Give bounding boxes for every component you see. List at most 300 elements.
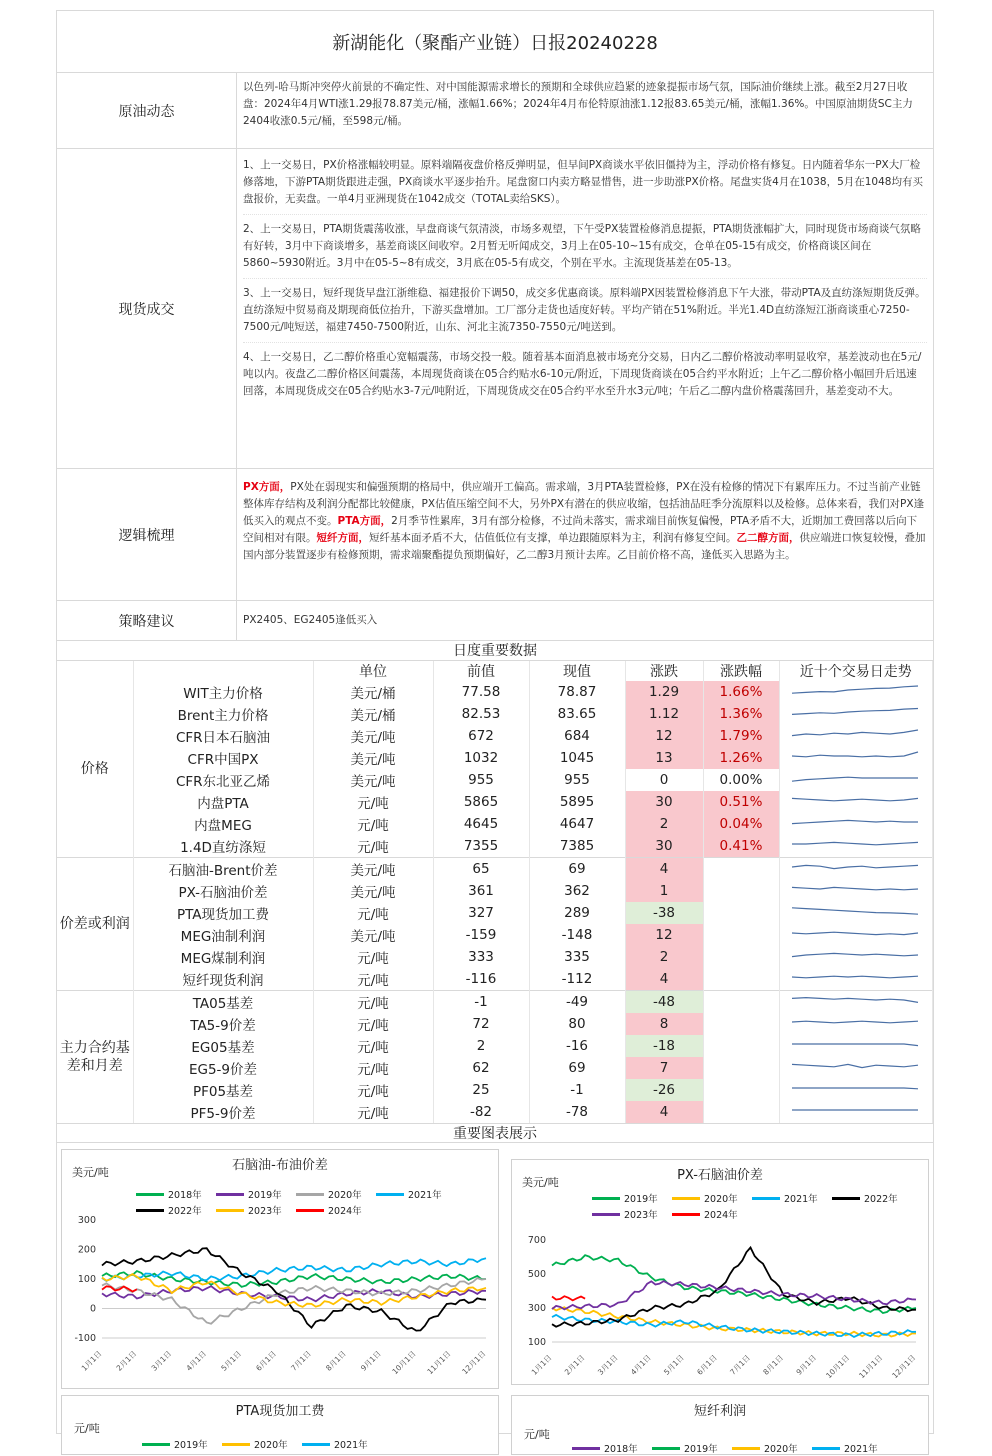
sparkline-path <box>792 865 918 868</box>
table-row <box>57 1079 933 1101</box>
row-name: PF05基差 <box>133 1079 313 1101</box>
sparkline-path <box>792 976 918 978</box>
px-tag: PX方面， <box>243 481 291 493</box>
table-row <box>57 902 933 924</box>
trend-sparkline <box>779 681 933 703</box>
x-tick-label: 11月1日 <box>425 1349 453 1377</box>
sparkline-path <box>792 887 918 889</box>
row-chg: 2 <box>625 813 703 835</box>
row-name: PTA现货加工费 <box>133 902 313 924</box>
row-pct <box>703 902 779 924</box>
strategy-row <box>57 601 933 641</box>
row-unit: 美元/吨 <box>313 725 433 747</box>
row-name: 内盘MEG <box>133 813 313 835</box>
row-chg: 1.29 <box>625 681 703 703</box>
chart-px-naphtha <box>511 1159 929 1385</box>
trend-sparkline <box>779 1057 933 1079</box>
row-prev: 1032 <box>433 747 529 769</box>
row-pct <box>703 991 779 1014</box>
legend-item <box>142 1436 222 1452</box>
pta-tag: PTA方面， <box>337 515 392 527</box>
series-line <box>552 1296 585 1300</box>
trend-sparkline <box>779 835 933 858</box>
group-label: 价差或利润 <box>57 858 133 991</box>
x-tick-label: 6月1日 <box>254 1349 278 1373</box>
row-pct <box>703 1101 779 1123</box>
legend-label: 2020年 <box>764 1444 798 1455</box>
x-tick-label: 7月1日 <box>728 1353 752 1377</box>
row-pct <box>703 858 779 881</box>
row-chg: 7 <box>625 1057 703 1079</box>
row-prev: 672 <box>433 725 529 747</box>
row-cur: 684 <box>529 725 625 747</box>
spot-para-2: 2、上一交易日，PTA期货震荡收涨，早盘商谈气氛清淡，市场多观望，下午受PX装置检修消息提振，PTA期货涨幅扩大，同时现货市场商谈气氛略有好转，3月中下商谈增多，基差商谈区间收窄。2月暂无听闻成交，3月上在05-10~15有成交，仓单在05-15有成交，价格商谈区间在5860~5930附近。3月中在05-5~8有成交，3月底在05-5有成交，个别在平水。主流现货基差在05-13。 <box>243 215 927 279</box>
legend-label: 2018年 <box>168 1190 202 1201</box>
row-cur: -112 <box>529 968 625 991</box>
row-prev: -159 <box>433 924 529 946</box>
row-chg: 1.12 <box>625 703 703 725</box>
legend-item <box>572 1440 652 1456</box>
row-chg: 4 <box>625 1101 703 1123</box>
trend-sparkline <box>779 1035 933 1057</box>
legend-swatch <box>302 1443 330 1446</box>
row-cur: 69 <box>529 858 625 881</box>
row-prev: -116 <box>433 968 529 991</box>
row-prev: 4645 <box>433 813 529 835</box>
row-name: CFR东北亚乙烯 <box>133 769 313 791</box>
chart-title: PX-石脑油价差 <box>677 1168 763 1183</box>
charts-title: 重要图表展示 <box>57 1123 933 1143</box>
row-unit: 美元/吨 <box>313 858 433 881</box>
row-chg: 30 <box>625 835 703 858</box>
row-pct: 1.36% <box>703 703 779 725</box>
row-chg: 12 <box>625 725 703 747</box>
x-tick-label: 1月1日 <box>529 1353 554 1377</box>
row-cur: 80 <box>529 1013 625 1035</box>
row-prev: -82 <box>433 1101 529 1123</box>
legend-swatch <box>572 1447 600 1450</box>
legend-label: 2020年 <box>328 1190 362 1201</box>
table-row <box>57 791 933 813</box>
row-chg: 2 <box>625 946 703 968</box>
row-name: 短纤现货利润 <box>133 968 313 991</box>
row-name: Brent主力价格 <box>133 703 313 725</box>
row-cur: 5895 <box>529 791 625 813</box>
row-unit: 元/吨 <box>313 1057 433 1079</box>
row-name: PX-石脑油价差 <box>133 880 313 902</box>
trend-sparkline <box>779 946 933 968</box>
row-prev: -1 <box>433 991 529 1014</box>
x-tick-label: 10月1日 <box>390 1349 418 1377</box>
row-cur: 78.87 <box>529 681 625 703</box>
row-unit: 元/吨 <box>313 1079 433 1101</box>
x-tick-label: 12月1日 <box>890 1353 918 1381</box>
trend-sparkline <box>779 968 933 991</box>
row-unit: 元/吨 <box>313 1035 433 1057</box>
logic-text <box>237 469 933 600</box>
row-unit: 美元/吨 <box>313 924 433 946</box>
daily-title: 日度重要数据 <box>57 641 933 661</box>
legend-label: 2023年 <box>624 1210 658 1221</box>
trend-sparkline <box>779 902 933 924</box>
row-prev: 25 <box>433 1079 529 1101</box>
trend-sparkline <box>779 1013 933 1035</box>
row-unit: 元/吨 <box>313 946 433 968</box>
row-name: CFR日本石脑油 <box>133 725 313 747</box>
y-tick-label: 300 <box>77 1215 96 1226</box>
x-tick-label: 6月1日 <box>695 1353 719 1377</box>
sparkline-path <box>792 777 918 781</box>
header-prev: 前值 <box>433 661 529 681</box>
spot-row <box>57 149 933 469</box>
y-tick-label: 500 <box>527 1269 546 1280</box>
row-name: 内盘PTA <box>133 791 313 813</box>
row-pct <box>703 924 779 946</box>
row-cur: 69 <box>529 1057 625 1079</box>
row-unit: 元/吨 <box>313 968 433 991</box>
group-label: 主力合约基差和月差 <box>57 991 133 1124</box>
sparkline-path <box>792 709 918 715</box>
row-name: PF5-9价差 <box>133 1101 313 1123</box>
series-line <box>102 1248 486 1330</box>
chart-title: 短纤利润 <box>693 1404 746 1419</box>
chart-unit: 美元/吨 <box>522 1176 559 1189</box>
logic-row <box>57 469 933 601</box>
table-row <box>57 880 933 902</box>
header-trend: 近十个交易日走势 <box>779 661 933 681</box>
sparkline-path <box>792 932 918 934</box>
row-unit: 美元/吨 <box>313 880 433 902</box>
row-cur: 955 <box>529 769 625 791</box>
row-cur: -49 <box>529 991 625 1014</box>
row-name: MEG煤制利润 <box>133 946 313 968</box>
legend-label: 2019年 <box>684 1444 718 1455</box>
logic-label: 逻辑梳理 <box>57 469 237 600</box>
row-pct <box>703 1035 779 1057</box>
daily-table <box>57 661 933 1123</box>
spot-para-3: 3、上一交易日，短纤现货早盘江浙维稳、福建报价下调50，成交多优惠商谈。原料端PX因装置检修消息下午大涨，带动PTA及直纺涤短期货反弹。直纺涤短中贸易商及期现商低位抬升，下游买盘增加。工厂部分走货也适度好转。平均产销在51%附近。半光1.4D直纺涤短江浙商谈重心7250-7500元/吨短送，福建7450-7500附近，山东、河北主流7350-7550元/吨送到。 <box>243 279 927 343</box>
trend-sparkline <box>779 791 933 813</box>
header-cur: 现值 <box>529 661 625 681</box>
legend-label: 2019年 <box>248 1190 282 1201</box>
trend-sparkline <box>779 1079 933 1101</box>
row-prev: 333 <box>433 946 529 968</box>
row-name: WIT主力价格 <box>133 681 313 703</box>
row-cur: 4647 <box>529 813 625 835</box>
sparkline-path <box>792 1088 918 1089</box>
sparkline-path <box>792 998 918 1003</box>
strategy-label: 策略建议 <box>57 601 237 640</box>
trend-sparkline <box>779 924 933 946</box>
sparkline-path <box>792 842 918 844</box>
spot-text <box>237 149 933 468</box>
row-chg: 8 <box>625 1013 703 1035</box>
row-chg: 30 <box>625 791 703 813</box>
y-tick-label: 700 <box>527 1235 546 1246</box>
table-row <box>57 769 933 791</box>
x-tick-label: 1月1日 <box>79 1349 104 1373</box>
chart-legend <box>142 1436 472 1452</box>
row-chg: -26 <box>625 1079 703 1101</box>
row-chg: -48 <box>625 991 703 1014</box>
spot-label: 现货成交 <box>57 149 237 468</box>
sparkline-path <box>792 953 918 956</box>
row-unit: 元/吨 <box>313 1013 433 1035</box>
row-unit: 元/吨 <box>313 902 433 924</box>
row-pct: 0.51% <box>703 791 779 813</box>
eg-text: 供应端进口恢复较慢，叠加国内部分装置逐步有检修预期，需求端聚酯提负预期偏好，乙二醇3月预计去库。乙目前价格不高，逢低买入思路为主。 <box>243 532 926 561</box>
sparkline-path <box>792 820 918 823</box>
row-name: MEG油制利润 <box>133 924 313 946</box>
table-row <box>57 858 933 881</box>
row-cur: 289 <box>529 902 625 924</box>
row-name: 石脑油-Brent价差 <box>133 858 313 881</box>
table-row <box>57 725 933 747</box>
spot-para-1: 1、上一交易日，PX价格涨幅较明显。原料端隔夜盘价格反弹明显，但早间PX商谈水平依旧僵持为主，浮动价格有修复。日内随着华东一PX大厂检修落地，下游PTA期货跟进走强，PX商谈水平逐步抬升。尾盘窗口内卖方略显惜售，进一步助涨PX价格。尾盘实货4月在1038，5月在1048均有买盘报价，无卖盘。一单4月亚洲现货在1042成交（TOTAL卖给SKS）。 <box>243 151 927 215</box>
y-tick-label: 100 <box>77 1274 96 1285</box>
legend-label: 2019年 <box>174 1440 208 1451</box>
legend-swatch <box>732 1447 760 1450</box>
x-tick-label: 4月1日 <box>628 1353 653 1377</box>
table-row <box>57 703 933 725</box>
sparkline-path <box>792 1021 918 1023</box>
row-pct: 0.00% <box>703 769 779 791</box>
legend-label: 2021年 <box>334 1440 368 1451</box>
chart-pta-margin <box>61 1395 499 1455</box>
trend-sparkline <box>779 880 933 902</box>
row-cur: -1 <box>529 1079 625 1101</box>
row-prev: 5865 <box>433 791 529 813</box>
row-cur: -148 <box>529 924 625 946</box>
row-pct <box>703 968 779 991</box>
chart-unit: 元/吨 <box>74 1422 100 1435</box>
header-unit: 单位 <box>313 661 433 681</box>
sparkline-path <box>792 752 918 757</box>
row-name: EG5-9价差 <box>133 1057 313 1079</box>
row-prev: 2 <box>433 1035 529 1057</box>
row-chg: 12 <box>625 924 703 946</box>
legend-swatch <box>142 1443 170 1446</box>
report-title: 新湖能化（聚酯产业链）日报20240228 <box>57 11 933 73</box>
row-name: EG05基差 <box>133 1035 313 1057</box>
group-label: 价格 <box>57 681 133 858</box>
row-chg: -38 <box>625 902 703 924</box>
row-chg: 1 <box>625 880 703 902</box>
table-row <box>57 1035 933 1057</box>
table-row <box>57 813 933 835</box>
table-row <box>57 835 933 858</box>
strategy-text: PX2405、EG2405逢低买入 <box>243 614 378 626</box>
header-chg: 涨跌 <box>625 661 703 681</box>
pf-tag: 短纤方面， <box>316 532 369 544</box>
px-text: PX处在弱现实和偏强预期的格局中，供应端开工偏高。需求端，3月PTA装置检修，PX在没有检修的情况下有累库压力。不过当前产业链整体库存结构及利润分配都比较健康，PX估值压缩空间不大，另外PX有潜在的供应收缩，包括油品旺季分流原料以及检修。总体来看，我们对PX逢低买入的观点不变。 <box>243 481 925 527</box>
row-pct <box>703 880 779 902</box>
legend-label: 2020年 <box>254 1440 288 1451</box>
row-unit: 元/吨 <box>313 991 433 1014</box>
chart-legend <box>572 1440 922 1456</box>
table-row <box>57 1013 933 1035</box>
legend-swatch <box>222 1443 250 1446</box>
row-pct: 1.79% <box>703 725 779 747</box>
x-tick-label: 12月1日 <box>460 1349 488 1377</box>
trend-sparkline <box>779 703 933 725</box>
table-row <box>57 747 933 769</box>
x-tick-label: 9月1日 <box>358 1349 383 1373</box>
sparkline-path <box>792 798 918 800</box>
row-unit: 元/吨 <box>313 813 433 835</box>
row-pct <box>703 1079 779 1101</box>
row-prev: 72 <box>433 1013 529 1035</box>
table-row <box>57 681 933 703</box>
x-tick-label: 2月1日 <box>562 1353 587 1377</box>
x-tick-label: 5月1日 <box>219 1349 244 1373</box>
sparkline-path <box>792 1044 918 1046</box>
row-prev: 327 <box>433 902 529 924</box>
legend-item <box>302 1436 382 1452</box>
charts-area <box>57 1143 933 1455</box>
row-pct <box>703 1057 779 1079</box>
legend-label: 2024年 <box>328 1206 362 1217</box>
table-row <box>57 946 933 968</box>
row-pct <box>703 1013 779 1035</box>
chart-naphtha-brent <box>61 1149 499 1389</box>
x-tick-label: 3月1日 <box>149 1349 174 1373</box>
row-name: TA05基差 <box>133 991 313 1014</box>
legend-item <box>222 1436 302 1452</box>
row-chg: 0 <box>625 769 703 791</box>
row-prev: 955 <box>433 769 529 791</box>
row-cur: 335 <box>529 946 625 968</box>
legend-label: 2023年 <box>248 1206 282 1217</box>
sparkline-path <box>792 908 918 914</box>
row-name: 1.4D直纺涤短 <box>133 835 313 858</box>
row-prev: 82.53 <box>433 703 529 725</box>
crude-row <box>57 73 933 149</box>
row-cur: 362 <box>529 880 625 902</box>
report-frame <box>56 10 934 1455</box>
series-line <box>102 1286 486 1301</box>
chart-unit: 元/吨 <box>524 1428 550 1441</box>
trend-sparkline <box>779 991 933 1014</box>
pf-text: 短纤基本面矛盾不大，估值低位有支撑，单边跟随原料为主，利润有修复空间。 <box>369 532 737 544</box>
row-unit: 美元/吨 <box>313 747 433 769</box>
x-tick-label: 5月1日 <box>662 1353 686 1377</box>
series-line <box>552 1281 916 1309</box>
table-row <box>57 1057 933 1079</box>
legend-label: 2021年 <box>784 1194 818 1205</box>
spot-para-4: 4、上一交易日，乙二醇价格重心宽幅震荡，市场交投一般。随着基本面消息被市场充分交易，日内乙二醇价格波动率明显收窄，基差波动也在5元/吨以内。夜盘乙二醇价格区间震荡，本周现货商谈在05合约贴水6-10元/附近，下周现货商谈在05合约平水附近；上午乙二醇价格小幅回升后迅速回落，本周现货成交在05合约贴水3-7元/吨附近，下周现货成交在05合约平水至升水3元/吨；午后乙二醇内盘价格震荡回升，基差变动不大。 <box>243 351 922 397</box>
row-unit: 元/吨 <box>313 835 433 858</box>
legend-swatch <box>812 1447 840 1450</box>
row-name: TA5-9价差 <box>133 1013 313 1035</box>
trend-sparkline <box>779 769 933 791</box>
legend-item <box>732 1440 812 1456</box>
chart-pf-profit <box>511 1395 929 1455</box>
row-prev: 62 <box>433 1057 529 1079</box>
chart-unit: 美元/吨 <box>72 1166 109 1179</box>
legend-item <box>812 1440 892 1456</box>
row-prev: 7355 <box>433 835 529 858</box>
row-chg: 4 <box>625 858 703 881</box>
series-line <box>552 1315 916 1337</box>
sparkline-path <box>792 686 918 693</box>
x-tick-label: 2月1日 <box>114 1349 139 1373</box>
legend-label: 2019年 <box>624 1194 658 1205</box>
crude-label: 原油动态 <box>57 73 237 148</box>
legend-swatch <box>652 1447 680 1450</box>
row-cur: 1045 <box>529 747 625 769</box>
series-line <box>102 1274 486 1307</box>
table-row <box>57 991 933 1014</box>
row-cur: 7385 <box>529 835 625 858</box>
trend-sparkline <box>779 1101 933 1123</box>
legend-item <box>652 1440 732 1456</box>
x-tick-label: 8月1日 <box>324 1349 348 1373</box>
row-pct: 1.26% <box>703 747 779 769</box>
legend-label: 2021年 <box>408 1190 442 1201</box>
row-prev: 77.58 <box>433 681 529 703</box>
x-tick-label: 4月1日 <box>184 1349 209 1373</box>
row-cur: -16 <box>529 1035 625 1057</box>
trend-sparkline <box>779 813 933 835</box>
sparkline-path <box>792 1064 918 1067</box>
legend-label: 2021年 <box>844 1444 878 1455</box>
eg-tag: 乙二醇方面， <box>736 532 800 544</box>
row-unit: 美元/桶 <box>313 703 433 725</box>
row-name: CFR中国PX <box>133 747 313 769</box>
row-cur: -78 <box>529 1101 625 1123</box>
row-pct: 1.66% <box>703 681 779 703</box>
chart-title: 石脑油-布油价差 <box>232 1158 328 1173</box>
legend-label: 2024年 <box>704 1210 738 1221</box>
y-tick-label: -100 <box>74 1333 96 1344</box>
legend-label: 2018年 <box>604 1444 638 1455</box>
x-tick-label: 7月1日 <box>289 1349 313 1373</box>
y-tick-label: 200 <box>77 1244 96 1256</box>
row-cur: 83.65 <box>529 703 625 725</box>
x-tick-label: 8月1日 <box>761 1353 786 1377</box>
y-tick-label: 0 <box>89 1303 96 1315</box>
row-chg: 13 <box>625 747 703 769</box>
daily-body <box>57 681 933 1123</box>
y-tick-label: 300 <box>527 1303 546 1314</box>
row-chg: 4 <box>625 968 703 991</box>
y-tick-label: 100 <box>527 1337 546 1348</box>
table-header <box>57 661 933 681</box>
row-pct <box>703 946 779 968</box>
trend-sparkline <box>779 725 933 747</box>
sparkline-path <box>792 730 918 736</box>
legend-label: 2022年 <box>168 1206 202 1217</box>
header-pct: 涨跌幅 <box>703 661 779 681</box>
trend-sparkline <box>779 747 933 769</box>
row-chg: -18 <box>625 1035 703 1057</box>
legend-label: 2020年 <box>704 1194 738 1205</box>
row-unit: 美元/桶 <box>313 681 433 703</box>
table-row <box>57 968 933 991</box>
legend-label: 2022年 <box>864 1194 898 1205</box>
row-prev: 361 <box>433 880 529 902</box>
crude-text: 以色列-哈马斯冲突停火前景的不确定性、对中国能源需求增长的预期和全球供应趋紧的迹象提振市场气氛，国际油价继续上涨。截至2月27日收盘：2024年4月WTI涨1.29报78.87美元/桶，涨幅1.66%；2024年4月布伦特原油涨1.12报83.65美元/桶，涨幅1.36%。中国原油期货SC主力2404收涨0.5元/桶，至598元/桶。 <box>243 81 913 127</box>
row-pct: 0.41% <box>703 835 779 858</box>
x-tick-label: 10月1日 <box>824 1353 852 1381</box>
row-unit: 美元/吨 <box>313 769 433 791</box>
row-pct: 0.04% <box>703 813 779 835</box>
x-tick-label: 11月1日 <box>857 1353 885 1381</box>
row-unit: 元/吨 <box>313 1101 433 1123</box>
pta-text: 2月季节性累库，3月有部分检修，不过尚未落实，需求端目前恢复偏慢，PTA矛盾不大，近期加工费回落以后向下空间相对有限。 <box>243 515 918 544</box>
table-row <box>57 924 933 946</box>
